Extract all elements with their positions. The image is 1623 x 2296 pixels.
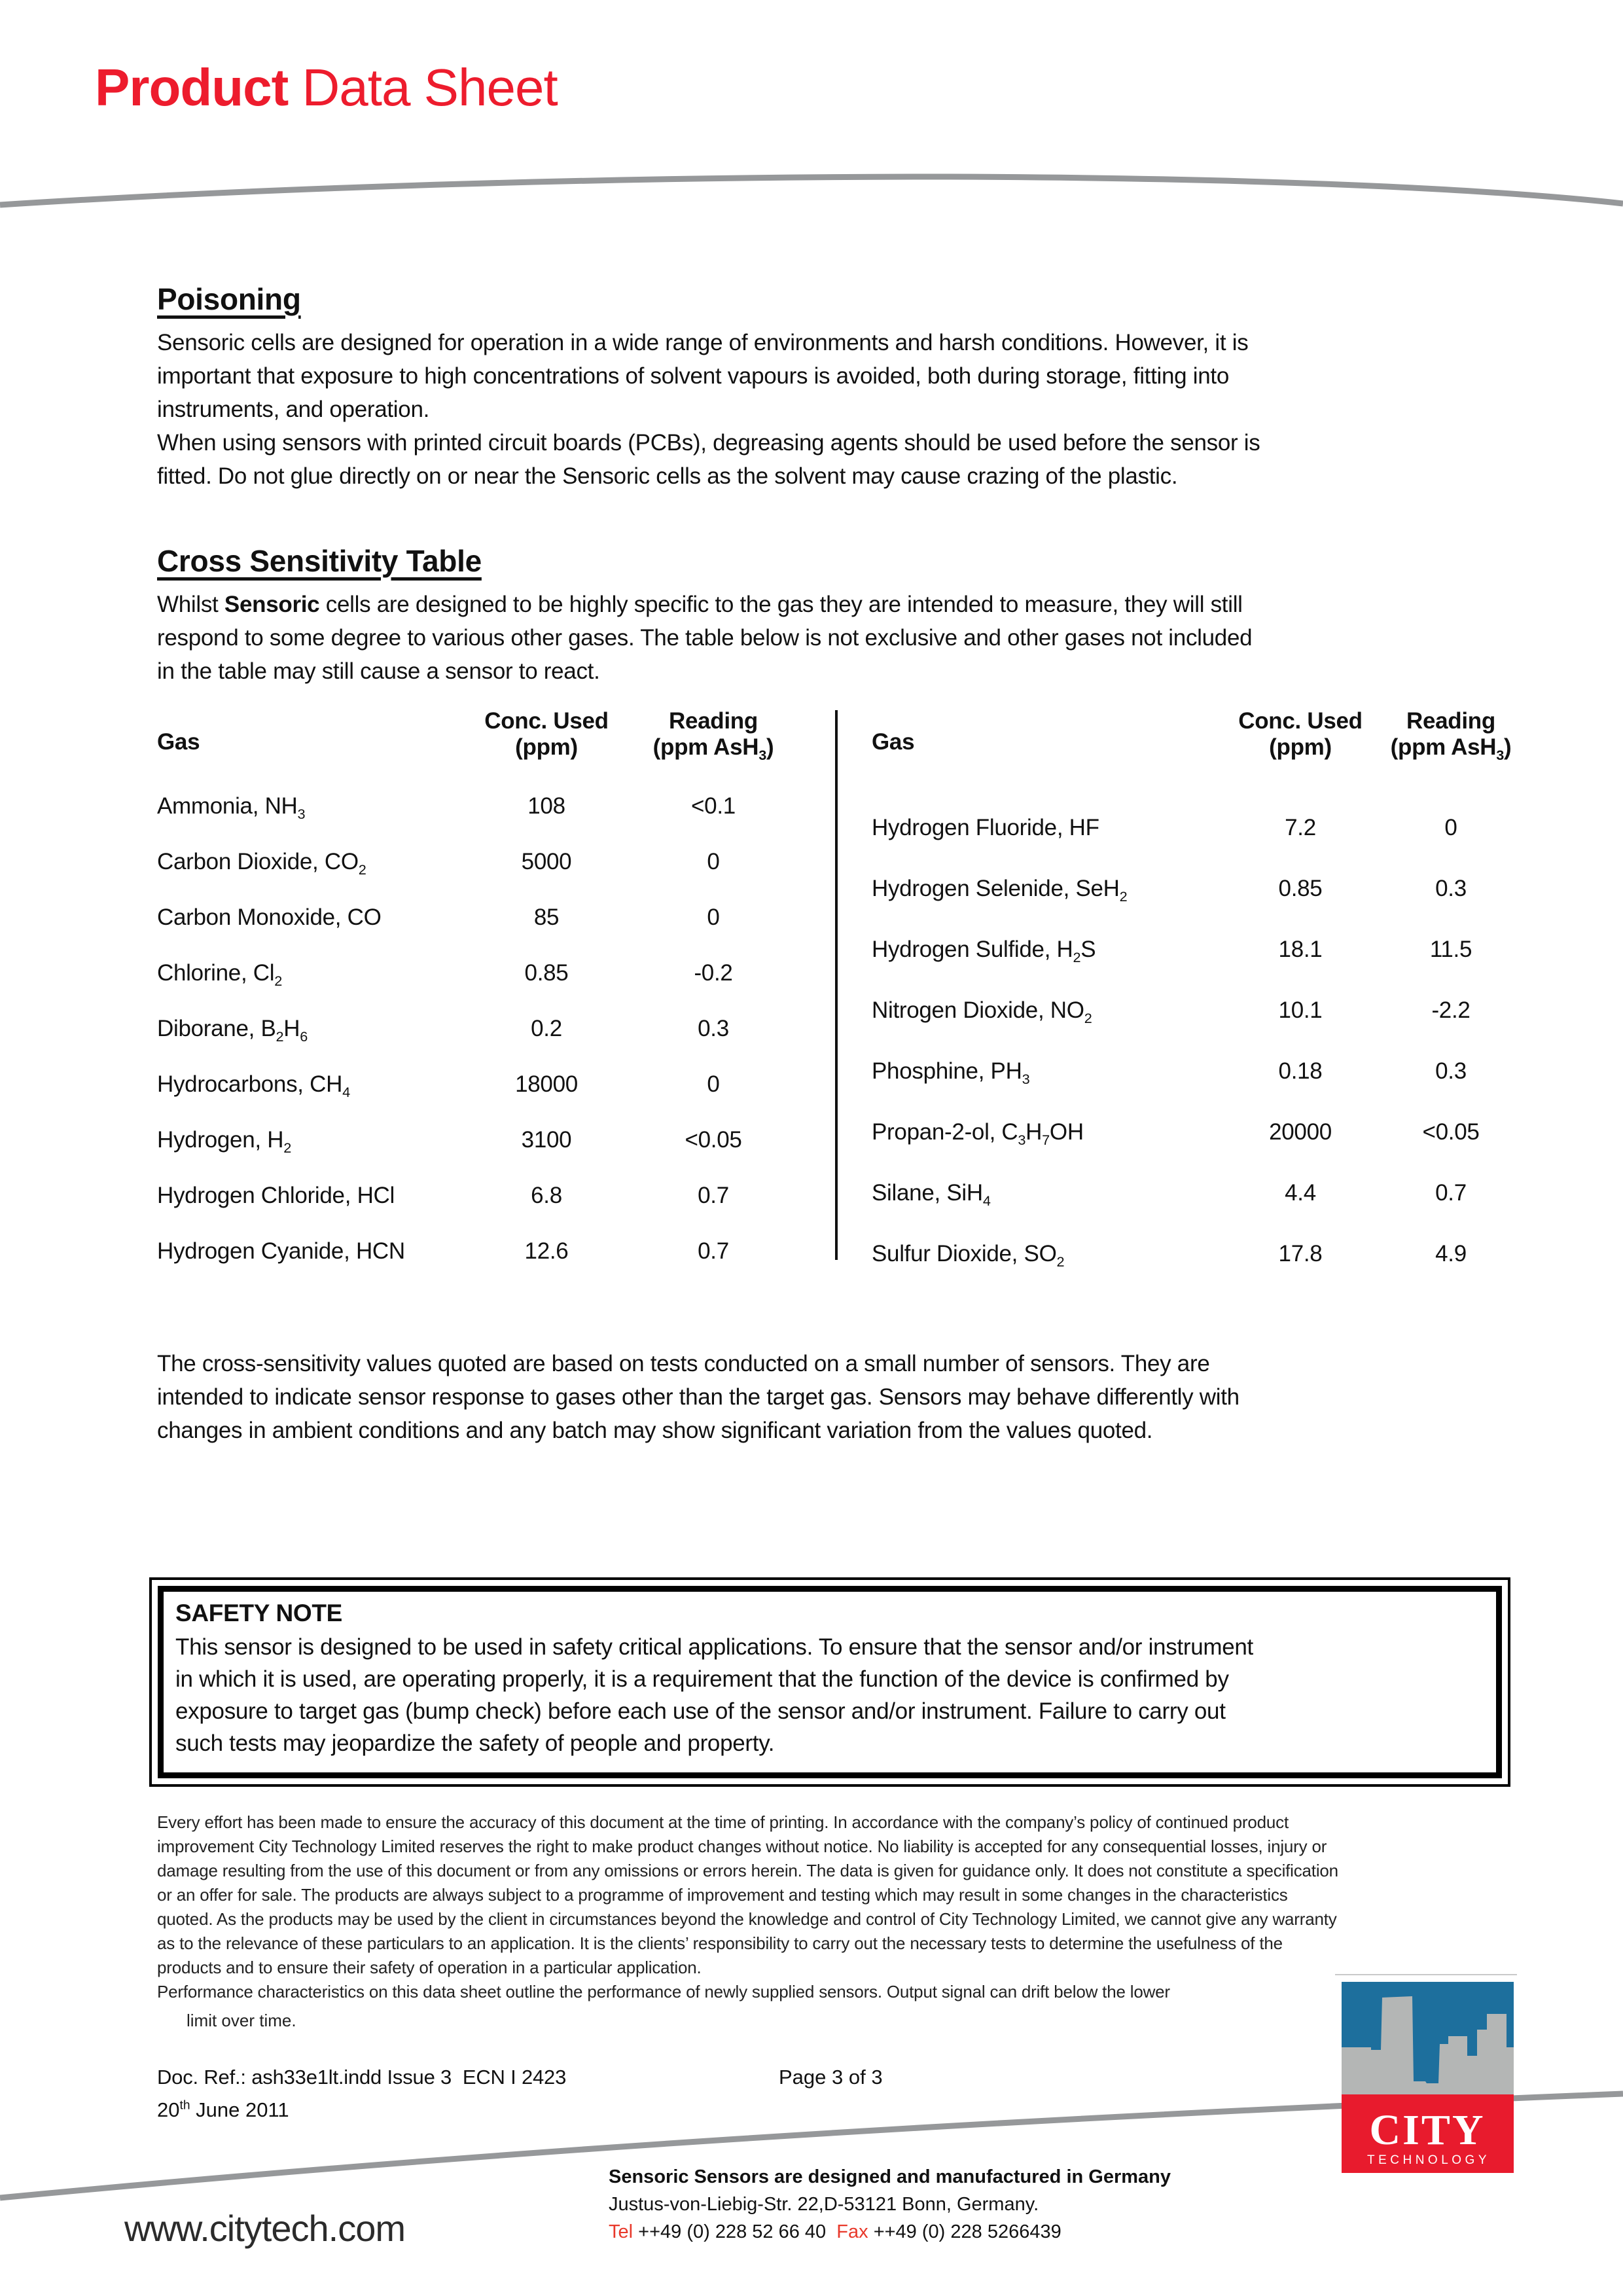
page-title bbox=[95, 58, 558, 118]
conc-used-cell: 3100 bbox=[521, 1127, 572, 1153]
footer-address-block bbox=[609, 2163, 1171, 2246]
footer-made-in-germany: Sensoric Sensors are designed and manufactured in Germany bbox=[609, 2166, 1171, 2187]
safety-note-inner-box bbox=[158, 1586, 1502, 1778]
reading-cell: 0 bbox=[707, 849, 720, 874]
logo-city-text: CITY bbox=[1369, 2106, 1486, 2154]
conc-used-cell: 0.18 bbox=[1278, 1058, 1323, 1084]
doc-date: 20th June 2011 bbox=[157, 2098, 289, 2121]
gas-cell: Nitrogen Dioxide, $NO_2$ bbox=[872, 997, 1092, 1026]
left-header-reading: Reading (ppm AsH$_3$) bbox=[652, 708, 774, 763]
table-row bbox=[157, 905, 805, 960]
conc-used-cell: 4.4 bbox=[1285, 1180, 1316, 1206]
conc-used-cell: 0.85 bbox=[524, 960, 569, 986]
table-row bbox=[157, 960, 805, 1016]
conc-used-cell: 0.85 bbox=[1278, 876, 1323, 901]
gas-cell: Carbon Monoxide, CO bbox=[157, 905, 382, 930]
conc-used-cell: 12.6 bbox=[524, 1238, 569, 1264]
doc-reference: Doc. Ref.: ash33e1lt.indd Issue 3 ECN I 2423 bbox=[157, 2066, 567, 2089]
left-header-gas: Gas bbox=[157, 729, 200, 755]
right-cross-sensitivity-table bbox=[872, 815, 1526, 1302]
footer-phone-line bbox=[609, 2218, 1171, 2246]
reading-cell: <0.05 bbox=[685, 1127, 742, 1153]
reading-cell: 11.5 bbox=[1429, 937, 1472, 962]
legal-disclaimer-text: Every effort has been made to ensure the accuracy of this document at the time of printing. In accordance with the company’s policy of continued product improvement City Technology Limited reserves the right to make product changes without notice. No liability is accepted for any consequential losses, injury or damage resulting from the use of this document or from any omissions or errors herein. The data is given for guidance only. It does not constitute a specification or an offer for sale. The products are always subject to a programme of improvement and testing which may result in some changes in the characteristics quoted. As the products may be used by the client in circumstances beyond the knowledge and control of City Technology Limited, we cannot give any warranty as to the relevance of these particulars to an application. It is the clients’ responsibility to carry out the necessary tests to determine the usefulness of the products and to ensure their safety of operation in a particular application. Performance characteristics on this data sheet outline the performance of newly supplied sensors. Output signal can drift below the lower bbox=[157, 1812, 1338, 2001]
table-row bbox=[872, 815, 1526, 876]
legal-disclaimer-tail: limit over time. bbox=[187, 2011, 296, 2030]
table-row bbox=[872, 1180, 1526, 1241]
conc-used-cell: 5000 bbox=[521, 849, 572, 874]
cross-sensitivity-note-paragraph: The cross-sensitivity values quoted are based on tests conducted on a small number of sensors. They are intended to indicate sensor response to gases other than the target gas. Sensors may behave differently with changes in ambient conditions and any batch may show significant variation from the values quoted. bbox=[157, 1351, 1240, 1443]
left-header-conc: Conc. Used (ppm) bbox=[484, 708, 609, 760]
reading-cell: 0.3 bbox=[1435, 1058, 1467, 1084]
gas-cell: Hydrogen Fluoride, HF bbox=[872, 815, 1099, 840]
conc-used-cell: 108 bbox=[527, 793, 565, 819]
table-row bbox=[157, 1016, 805, 1071]
gas-cell: Ammonia, $NH_3$ bbox=[157, 793, 306, 822]
gas-cell: Hydrogen Selenide, SeH$_2$ bbox=[872, 876, 1128, 905]
table-row bbox=[872, 876, 1526, 937]
gas-cell: Hydrogen Chloride, HCl bbox=[157, 1183, 395, 1208]
conc-used-cell: 7.2 bbox=[1285, 815, 1316, 840]
top-swoosh-path bbox=[0, 177, 1623, 205]
conc-used-cell: 6.8 bbox=[531, 1183, 562, 1208]
conc-used-cell: 18.1 bbox=[1278, 937, 1323, 962]
left-cross-sensitivity-table bbox=[157, 793, 805, 1294]
table-row bbox=[157, 793, 805, 849]
city-technology-logo bbox=[1342, 1982, 1514, 2173]
table-row bbox=[157, 1071, 805, 1127]
page-title-regular: Data Sheet bbox=[288, 58, 558, 117]
table-divider-line bbox=[835, 710, 838, 1260]
safety-note-title: SAFETY NOTE bbox=[175, 1600, 343, 1626]
gas-cell: Hydrogen Sulfide, $H_2S$ bbox=[872, 937, 1096, 965]
left-table-header bbox=[157, 708, 805, 764]
right-header-gas: Gas bbox=[872, 729, 915, 755]
poisoning-paragraph: Sensoric cells are designed for operation in a wide range of environments and harsh conditions. However, it is important that exposure to high concentrations of solvent vapours is avoided, both during storage, fitting into instruments, and operation. When using sensors with printed circuit boards (PCBs), degreasing agents should be used before the sensor is fitted. Do not glue directly on or near the Sensoric cells as the solvent may cause crazing of the plastic. bbox=[157, 330, 1260, 489]
fax-number: ++49 (0) 228 5266439 bbox=[873, 2221, 1061, 2242]
website-url: www.citytech.com bbox=[124, 2208, 405, 2249]
reading-cell: 4.9 bbox=[1435, 1241, 1467, 1266]
conc-used-cell: 85 bbox=[533, 905, 560, 930]
footer-street-address: Justus-von-Liebig-Str. 22,D-53121 Bonn, Germany. bbox=[609, 2194, 1039, 2215]
reading-cell: -2.2 bbox=[1431, 997, 1471, 1023]
cross-sensitivity-paragraph: Whilst Sensoric cells are designed to be highly specific to the gas they are intended to measure, they will still respond to some degree to various other gases. The table below is not exclusive and other gases not included in the table may still cause a sensor to react. bbox=[157, 592, 1253, 684]
page-title-bold: Product bbox=[95, 58, 289, 117]
reading-cell: 0.3 bbox=[1435, 876, 1467, 901]
gas-cell: Propan-2-ol, $C_3H_7OH$ bbox=[872, 1119, 1084, 1148]
gas-cell: Carbon Dioxide, $CO_2$ bbox=[157, 849, 366, 878]
gas-cell: Hydrogen Cyanide, HCN bbox=[157, 1238, 405, 1264]
right-header-conc: Conc. Used (ppm) bbox=[1238, 708, 1363, 760]
gas-cell: Hydrogen, $H_2$ bbox=[157, 1127, 291, 1156]
table-row bbox=[157, 849, 805, 905]
reading-cell: 0 bbox=[707, 905, 720, 930]
right-table-header bbox=[872, 708, 1526, 764]
reading-cell: 0.7 bbox=[698, 1183, 729, 1208]
right-header-reading: Reading (ppm AsH$_3$) bbox=[1390, 708, 1512, 763]
cross-sensitivity-heading: Cross Sensitivity Table bbox=[157, 544, 482, 578]
tel-number: ++49 (0) 228 52 66 40 bbox=[638, 2221, 827, 2242]
gas-cell: Diborane, $B_2H_6$ bbox=[157, 1016, 308, 1045]
reading-cell: <0.1 bbox=[691, 793, 736, 819]
table-row bbox=[157, 1183, 805, 1238]
conc-used-cell: 20000 bbox=[1269, 1119, 1332, 1145]
poisoning-heading: Poisoning bbox=[157, 282, 301, 316]
reading-cell: -0.2 bbox=[694, 960, 733, 986]
conc-used-cell: 10.1 bbox=[1278, 997, 1323, 1023]
reading-cell: 0.7 bbox=[698, 1238, 729, 1264]
page-number: Page 3 of 3 bbox=[779, 2066, 883, 2089]
reading-cell: 0.3 bbox=[698, 1016, 729, 1041]
safety-note-text: This sensor is designed to be used in safety critical applications. To ensure that the sensor and/or instrument in which it is used, are operating properly, it is a requirement that the function of the device is confirmed by exposure to target gas (bump check) before each use of the sensor and/or instrument. Failure to carry out such tests may jeopardize the safety of people and property. bbox=[175, 1634, 1253, 1756]
gas-cell: Hydrocarbons, $CH_4$ bbox=[157, 1071, 350, 1100]
table-row bbox=[872, 1119, 1526, 1180]
reading-cell: 0.7 bbox=[1435, 1180, 1467, 1206]
safety-note-box bbox=[149, 1577, 1510, 1787]
table-row bbox=[872, 997, 1526, 1058]
reading-cell: 0 bbox=[707, 1071, 720, 1097]
table-row bbox=[157, 1238, 805, 1294]
logo-top-hairline bbox=[1335, 1974, 1517, 1975]
tel-label: Tel bbox=[609, 2221, 633, 2242]
table-row bbox=[872, 1058, 1526, 1119]
table-row bbox=[157, 1127, 805, 1183]
conc-used-cell: 17.8 bbox=[1278, 1241, 1323, 1266]
fax-label: Fax bbox=[836, 2221, 868, 2242]
gas-cell: Phosphine, $PH_3$ bbox=[872, 1058, 1030, 1087]
conc-used-cell: 18000 bbox=[515, 1071, 578, 1097]
gas-cell: Silane, SiH$_4$ bbox=[872, 1180, 991, 1209]
logo-technology-text: TECHNOLOGY bbox=[1366, 2153, 1491, 2167]
gas-cell: Chlorine, $Cl_2$ bbox=[157, 960, 283, 989]
reading-cell: 0 bbox=[1444, 815, 1457, 840]
table-row bbox=[872, 937, 1526, 997]
conc-used-cell: 0.2 bbox=[531, 1016, 562, 1041]
gas-cell: Sulfur Dioxide, $SO_2$ bbox=[872, 1241, 1065, 1270]
reading-cell: <0.05 bbox=[1422, 1119, 1480, 1145]
table-row bbox=[872, 1241, 1526, 1302]
